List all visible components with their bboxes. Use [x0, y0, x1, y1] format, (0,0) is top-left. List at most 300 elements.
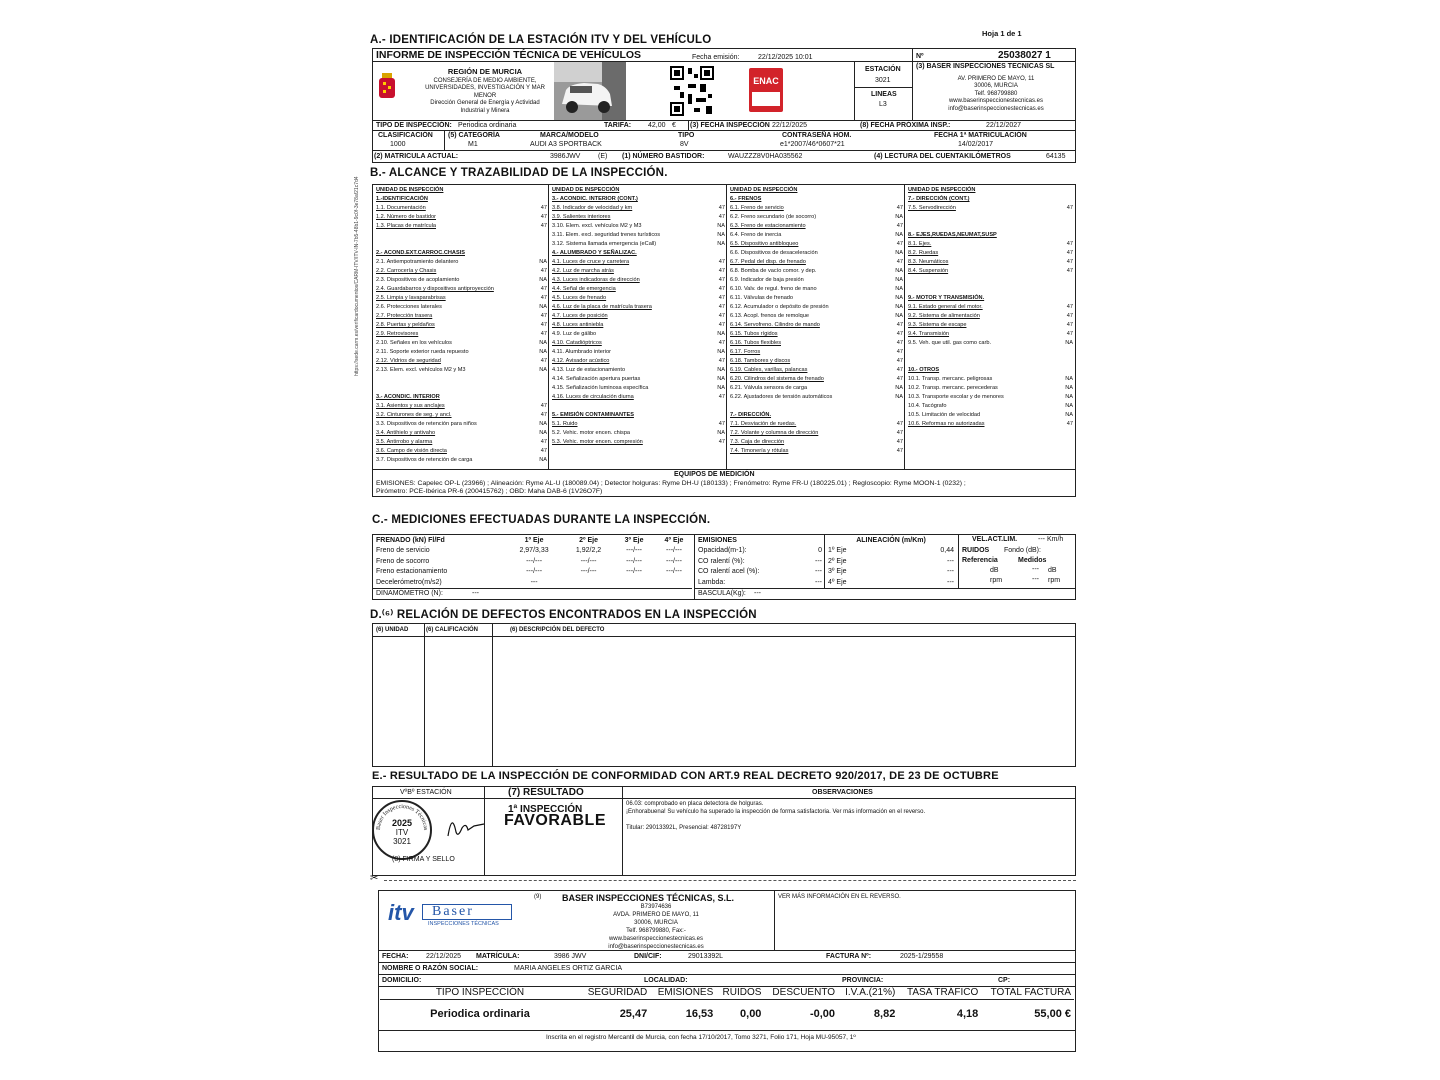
unit-row — [728, 411, 904, 420]
unit-row — [550, 411, 726, 420]
unit-result: 47 — [718, 214, 725, 221]
unit-label — [728, 402, 892, 411]
defect-unidad-header: (6) UNIDAD — [376, 627, 409, 633]
unit-result — [1062, 366, 1074, 375]
unit-row — [728, 420, 904, 429]
unit-row — [550, 420, 726, 429]
unit-label: 4.3. Luces indicadoras de dirección — [552, 277, 640, 284]
unit-result: NA — [539, 421, 547, 428]
unit-row — [728, 393, 904, 402]
unit-label: 4.11. Alumbrado interior — [552, 349, 611, 356]
unit-result: NA — [539, 259, 547, 266]
region-block: REGIÓN DE MURCIA CONSEJERÍA DE MEDIO AMBIENTE, UNIVERSIDADES, INVESTIGACIÓN Y MAR MENOR Dirección General de Energía y Actividad Industrial y Minera — [425, 67, 545, 114]
company-block: (3) BASER INSPECCIONES TECNICAS SL AV. PRIMERO DE MAYO, 11 30006, MURCIA Telf. 968799880 www.baserinspeccionestecnicas.es info@baserinspeccionestecnicas.es — [916, 63, 1055, 112]
unit-result: 47 — [1066, 268, 1073, 275]
unit-row — [550, 303, 726, 312]
unit-label: 7.- DIRECCIÓN. — [730, 412, 772, 419]
unit-label: 6.9. Indicador de baja presión — [730, 277, 804, 284]
unit-result: NA — [717, 331, 725, 338]
unit-result: NA — [895, 295, 903, 302]
unit-row — [906, 402, 1074, 411]
unit-row — [906, 267, 1074, 276]
unit-row — [374, 276, 548, 285]
alineacion-table: ALINEACIÓN (m/Km) 1º Eje 0,44 2º Eje --- 3º Eje --- 4º Eje --- — [828, 536, 954, 586]
unit-label: 3.7. Dispositivos de retención de carga — [376, 457, 473, 464]
unit-result: 47 — [896, 349, 903, 356]
observation-1: 06.03: comprobado en placa detectora de holguras. — [626, 801, 764, 807]
unit-label: 6.1. Freno de servicio — [730, 205, 784, 212]
unit-label: 6.2. Freno secundario (de socorro) — [730, 214, 817, 221]
inv-dni-label: DNI/CIF: — [634, 953, 662, 960]
bascula-label: BASCULA(Kg): — [698, 590, 746, 597]
unit-result — [536, 195, 548, 204]
lineas-value: L3 — [879, 101, 887, 108]
unit-row — [728, 429, 904, 438]
unit-label: 2.3. Dispositivos de acoplamiento — [376, 277, 460, 284]
unit-label: 10.5. Limitación de velocidad — [908, 412, 981, 419]
unit-row — [374, 456, 548, 465]
unit-row — [550, 321, 726, 330]
unit-label: 4.8. Luces antiniebla — [552, 322, 604, 329]
unit-result — [1062, 348, 1074, 357]
unit-header: UNIDAD DE INSPECCIÓN — [908, 187, 976, 194]
tarifa-label: TARIFA: — [604, 122, 632, 129]
svg-text:Baser Inspecciones Técnicas — [376, 804, 428, 831]
unit-label: 6.10. Valv. de regul. freno de mano — [730, 286, 817, 293]
unit-label: 9.- MOTOR Y TRANSMISIÓN. — [908, 295, 985, 302]
unit-label: 4.15. Señalización luminosa específica — [552, 385, 649, 392]
unit-result: 47 — [540, 214, 547, 221]
unit-result: 47 — [540, 295, 547, 302]
unit-label: 3.9. Salientes interiores — [552, 214, 611, 221]
unit-label: 8.1. Ejes. — [908, 241, 932, 248]
unit-row — [550, 375, 726, 384]
unit-label — [906, 348, 1062, 357]
unit-label — [906, 447, 1062, 456]
unit-row — [728, 213, 904, 222]
unit-row — [906, 303, 1074, 312]
station-stamp — [372, 800, 432, 860]
unit-row — [374, 357, 548, 366]
unit-result: 47 — [896, 241, 903, 248]
unit-result: 47 — [718, 259, 725, 266]
unit-label — [906, 285, 1062, 294]
unit-label: 6.12. Acumulador o depósito de presión — [730, 304, 829, 311]
bascula-value: --- — [754, 590, 761, 597]
unit-label: 5.1. Ruido — [552, 421, 578, 428]
unit-result: NA — [895, 214, 903, 221]
unit-result: 47 — [540, 331, 547, 338]
fecha-inspeccion-label: (3) FECHA INSPECCIÓN — [690, 122, 770, 129]
inv-matricula-label: MATRÍCULA: — [476, 953, 520, 960]
unit-row — [550, 366, 726, 375]
unit-label: 6.4. Freno de inercia — [730, 232, 782, 239]
unit-row — [906, 393, 1074, 402]
unit-label: 8.2. Ruedas — [908, 250, 939, 257]
equipos-title: EQUIPOS DE MEDICIÓN — [674, 471, 755, 478]
dinamometro-value: --- — [472, 590, 479, 597]
report-sheet — [368, 0, 1080, 1080]
unit-label: 4.5. Luces de frenado — [552, 295, 607, 302]
contrasena-value: e1*2007/46*0607*21 — [780, 141, 845, 148]
unit-label: 2.13. Elem. excl. vehículos M2 y M3 — [376, 367, 466, 374]
unit-row — [374, 348, 548, 357]
unit-result: 47 — [718, 286, 725, 293]
unit-result: 47 — [1066, 241, 1073, 248]
unit-row — [728, 330, 904, 339]
unit-row — [550, 438, 726, 447]
unit-row — [728, 366, 904, 375]
unit-label — [550, 456, 714, 465]
invoice-company: BASER INSPECCIONES TÉCNICAS, S.L. — [562, 893, 735, 903]
unit-result: 47 — [1066, 304, 1073, 311]
unit-row — [550, 204, 726, 213]
unit-label: 3.10. Elem. excl. vehículos M2 y M3 — [552, 223, 642, 230]
unit-row — [728, 447, 904, 456]
unit-label: 2.2. Carrocería y Chasis — [376, 268, 437, 275]
section-d-box — [372, 623, 1076, 767]
unit-result: NA — [539, 457, 547, 464]
section-e-title: E.- RESULTADO DE LA INSPECCIÓN DE CONFORMIDAD CON ART.9 REAL DECRETO 920/2017, DE 23 DE OCTUBRE — [372, 770, 999, 782]
unit-result: 47 — [540, 358, 547, 365]
unit-label — [906, 438, 1062, 447]
unit-row — [550, 348, 726, 357]
unit-result: NA — [895, 268, 903, 275]
unit-row — [374, 267, 548, 276]
unit-label: 9.5. Veh. que util. gas como carb. — [908, 340, 992, 347]
invoice-footer: Inscrita en el registro Mercantil de Murcia, con fecha 17/10/2017, Tomo 3271, Folio 171, Hoja MU-95057, 1º — [546, 1034, 856, 1041]
unit-label — [906, 222, 1062, 231]
unit-result: NA — [895, 385, 903, 392]
unit-result: NA — [1065, 412, 1073, 419]
matriculacion-value: 14/02/2017 — [958, 141, 994, 148]
unit-row — [374, 285, 548, 294]
unit-result — [892, 402, 904, 411]
section-d-title: D.⁽⁶⁾ RELACIÓN DE DEFECTOS ENCONTRADOS EN LA INSPECCIÓN — [370, 609, 757, 621]
unit-row — [550, 222, 726, 231]
unit-label: 4.13. Luz de estacionamiento — [552, 367, 626, 374]
unit-result: 47 — [540, 223, 547, 230]
unit-row — [728, 276, 904, 285]
unit-result: NA — [1065, 376, 1073, 383]
unit-row — [906, 276, 1074, 285]
unit-row — [374, 402, 548, 411]
unit-row — [374, 393, 548, 402]
med-rpm: rpm — [1048, 577, 1061, 584]
unit-label: 4.4. Señal de emergencia — [552, 286, 616, 293]
unit-row — [906, 231, 1074, 240]
unit-row — [550, 195, 726, 204]
unit-label: 3.11. Elem. excl. seguridad trenes turísticos — [552, 232, 661, 239]
unit-row — [550, 402, 726, 411]
unit-result: 47 — [896, 322, 903, 329]
unit-row — [906, 321, 1074, 330]
unit-label — [550, 447, 714, 456]
unit-result: NA — [539, 367, 547, 374]
inv-factura-value: 2025-1/29558 — [900, 953, 944, 960]
unit-label: 6.- FRENOS — [730, 196, 762, 203]
inv-fecha-label: FECHA: — [382, 953, 409, 960]
unit-result — [536, 249, 548, 258]
unit-result: 47 — [718, 421, 725, 428]
unit-label: 10.2. Transp. mercanc. perecederas — [908, 385, 998, 392]
unit-label: 7.4. Timonería y rótulas — [730, 448, 789, 455]
unit-label: 1.3. Placas de matrícula — [376, 223, 437, 230]
unit-label: 9.4. Transmisión — [908, 331, 950, 338]
matricula-country: (E) — [598, 153, 608, 160]
unit-row — [728, 231, 904, 240]
unit-label: 6.20. Cilindros del sistema de frenado — [730, 376, 824, 383]
unit-result: 47 — [718, 304, 725, 311]
unit-row — [550, 456, 726, 465]
unit-header: UNIDAD DE INSPECCIÓN — [552, 187, 620, 194]
unit-label: 7.5. Servodirección — [908, 205, 956, 212]
categoria-label: (5) CATEGORÍA — [448, 132, 500, 139]
unit-result: 47 — [540, 403, 547, 410]
unit-result — [1062, 438, 1074, 447]
unit-result — [1062, 195, 1074, 204]
unit-label: 7.3. Caja de dirección — [730, 439, 785, 446]
fecha-proxima-value: 22/12/2027 — [986, 122, 1022, 129]
unit-row — [728, 267, 904, 276]
unit-result — [1062, 276, 1074, 285]
unit-row — [550, 339, 726, 348]
stamp-year: 2025 — [391, 818, 413, 828]
invoice-num-label: (9) — [534, 894, 542, 900]
unit-row — [728, 285, 904, 294]
unit-row — [550, 231, 726, 240]
unit-result: 47 — [540, 448, 547, 455]
unit-row — [728, 249, 904, 258]
unit-label: 10.- OTROS — [908, 367, 940, 374]
unit-row — [728, 357, 904, 366]
medidos-label: Medidos — [1018, 557, 1047, 564]
emission-value: 22/12/2025 10:01 — [758, 54, 813, 61]
unit-label: 7.1. Desviación de ruedas. — [730, 421, 797, 428]
unit-row — [906, 312, 1074, 321]
unit-row — [550, 384, 726, 393]
fecha-inspeccion-value: 22/12/2025 — [772, 122, 808, 129]
unit-result: 47 — [718, 439, 725, 446]
unit-label: 3.6. Campo de visión directa — [376, 448, 447, 455]
qr-code-icon — [670, 66, 714, 116]
unit-row — [906, 438, 1074, 447]
unit-row — [550, 294, 726, 303]
unit-row — [374, 384, 548, 393]
unit-label: 1.-IDENTIFICACIÓN — [376, 196, 428, 203]
unit-result — [1062, 357, 1074, 366]
inv-nombre-value: MARIA ANGELES ORTIZ GARCIA — [514, 965, 623, 972]
unit-result: NA — [1065, 340, 1073, 347]
unit-row — [906, 339, 1074, 348]
unit-row — [374, 420, 548, 429]
unit-row — [374, 411, 548, 420]
fecha-proxima-label: (8) FECHA PRÓXIMA INSP.: — [860, 122, 951, 129]
unit-row — [728, 204, 904, 213]
unit-result: 47 — [540, 313, 547, 320]
unit-result: NA — [539, 349, 547, 356]
unit-result: 47 — [540, 205, 547, 212]
unit-result — [714, 195, 726, 204]
unit-label — [906, 276, 1062, 285]
unit-row — [728, 240, 904, 249]
unit-label: 4.9. Luz de gálibo — [552, 331, 597, 338]
frenado-table: FRENADO (kN) Fl/Fd 1º Eje 2º Eje 3º Eje 4º Eje Freno de servicio 2,97/3,33 1,92/2,2 ---/--- ---/--- Freno de socorro ---/--- ---/--- ---/--- ---/--- Freno estacionamiento ---/--- ---/--- ---/--- ---/--- Decelerómetro(m/s2) --- — [376, 536, 684, 586]
unit-result: 47 — [896, 331, 903, 338]
unit-row — [550, 276, 726, 285]
unit-row — [374, 249, 548, 258]
unit-row — [906, 222, 1074, 231]
unit-label: 2.1. Antiempotramiento delantero — [376, 259, 459, 266]
unit-row — [550, 447, 726, 456]
unit-label — [374, 375, 536, 384]
inspection-units-col1 — [374, 186, 548, 465]
unit-result: 47 — [896, 223, 903, 230]
unit-result: 47 — [896, 430, 903, 437]
unit-label: 2.10. Señales en los vehículos — [376, 340, 452, 347]
unit-row — [374, 213, 548, 222]
unit-result — [1062, 231, 1074, 240]
bastidor-label: (1) NÚMERO BASTIDOR: — [622, 153, 705, 160]
unit-row — [906, 447, 1074, 456]
unit-row — [728, 321, 904, 330]
unit-label: 6.5. Dispositivo antibloqueo — [730, 241, 799, 248]
unit-row — [906, 348, 1074, 357]
unit-result: NA — [895, 304, 903, 311]
unit-label: 6.19. Cables, varillas, palancas — [730, 367, 808, 374]
unit-result: 47 — [1066, 322, 1073, 329]
tipo-value: Periodica ordinaria — [458, 122, 517, 129]
unit-label: 5.2. Vehic. motor encen. chispa — [552, 430, 631, 437]
unit-result: 47 — [1066, 259, 1073, 266]
inv-nombre-label: NOMBRE O RAZÓN SOCIAL: — [382, 965, 479, 972]
unit-row — [728, 402, 904, 411]
unit-row — [374, 330, 548, 339]
matricula-value: 3986JWV — [550, 153, 581, 160]
med-db: dB — [1048, 567, 1057, 574]
unit-result: 47 — [718, 394, 725, 401]
tipo-vehiculo-label: TIPO — [678, 132, 695, 139]
unit-label: 6.6. Dispositivos de desaceleración — [730, 250, 818, 257]
unit-row — [906, 213, 1074, 222]
unit-result: 47 — [718, 313, 725, 320]
unit-row — [374, 366, 548, 375]
section-a-title: A.- IDENTIFICACIÓN DE LA ESTACIÓN ITV Y DEL VEHÍCULO — [370, 34, 712, 46]
unit-row — [550, 393, 726, 402]
unit-label: 3.4. Antihielo y antivaho — [376, 430, 436, 437]
report-title: INFORME DE INSPECCIÓN TÉCNICA DE VEHÍCULOS — [376, 49, 642, 61]
unit-row — [728, 222, 904, 231]
unit-label: 4.14. Señalización apertura puertas — [552, 376, 641, 383]
unit-row — [374, 429, 548, 438]
fondo-label: Fondo (dB): — [1004, 547, 1041, 554]
unit-row — [728, 312, 904, 321]
tipo-vehiculo-value: 8V — [680, 141, 689, 148]
unit-result: NA — [717, 349, 725, 356]
marca-value: AUDI A3 SPORTBACK — [530, 141, 602, 148]
unit-row — [550, 249, 726, 258]
unit-label — [550, 402, 714, 411]
unit-result: 47 — [718, 340, 725, 347]
unit-label: 8.4. Suspensión — [908, 268, 949, 275]
unit-label — [906, 357, 1062, 366]
inspection-units-col2 — [550, 186, 726, 465]
unit-row — [906, 420, 1074, 429]
unit-label: 3.5. Antirrobo y alarma — [376, 439, 433, 446]
resultado-line-2: FAVORABLE — [504, 812, 606, 829]
unit-row — [550, 267, 726, 276]
inv-localidad-label: LOCALIDAD: — [644, 977, 688, 984]
unit-row — [906, 429, 1074, 438]
unit-label: 2.7. Protección trasera — [376, 313, 433, 320]
unit-row — [374, 294, 548, 303]
n-label: Nº — [916, 53, 924, 60]
tipo-label: TIPO DE INSPECCIÓN: — [376, 122, 452, 129]
unit-label: 10.4. Tacógrafo — [908, 403, 947, 410]
unit-label — [906, 456, 1062, 465]
inv-domicilio-label: DOMICILIO: — [382, 977, 422, 984]
unit-row — [374, 312, 548, 321]
unit-result: 47 — [540, 322, 547, 329]
unit-label: 3.- ACONDIC. INTERIOR (CONT.) — [552, 196, 638, 203]
unit-label: 6.7. Pedal del disp. de frenado — [730, 259, 806, 266]
unit-row — [374, 240, 548, 249]
inv-dni-value: 29013392L — [688, 953, 724, 960]
unit-result — [1062, 294, 1074, 303]
section-c-title: C.- MEDICIONES EFECTUADAS DURANTE LA INSPECCIÓN. — [372, 514, 711, 526]
unit-row — [728, 456, 904, 465]
unit-result — [536, 240, 548, 249]
unit-label: 7.- DIRECCIÓN (CONT.) — [908, 196, 970, 203]
unit-result: 47 — [718, 277, 725, 284]
unit-label: 2.4. Guardabarros y dispositivos antiproyección — [376, 286, 494, 293]
unit-result: 47 — [896, 358, 903, 365]
unit-label: 1.2. Número de bastidor — [376, 214, 437, 221]
unit-label: 4.10. Catadióptricos — [552, 340, 602, 347]
unit-label: 9.1. Estado general del motor. — [908, 304, 983, 311]
defect-descripcion-header: (6) DESCRIPCIÓN DEL DEFECTO — [510, 627, 605, 633]
firma-label: (8) FIRMA Y SELLO — [392, 856, 455, 863]
unit-row — [906, 330, 1074, 339]
unit-row — [906, 285, 1074, 294]
unit-result: NA — [717, 232, 725, 239]
unit-label: 2.5. Limpia y lavaparabrisas — [376, 295, 446, 302]
unit-label: 4.7. Luces de posición — [552, 313, 608, 320]
unit-result — [1062, 285, 1074, 294]
unit-result: 47 — [1066, 313, 1073, 320]
estacion-value: 3021 — [875, 77, 891, 84]
unit-result: NA — [1065, 385, 1073, 392]
unit-result: 47 — [1066, 421, 1073, 428]
unit-row — [550, 285, 726, 294]
dinamometro-label: DINAMÓMETRO (N): — [376, 590, 443, 597]
vb-estacion-label: VºBº ESTACIÓN — [400, 789, 452, 796]
unit-label: 2.- ACOND.EXT.CARROC.CHASIS — [376, 250, 465, 257]
resultado-label: (7) RESULTADO — [508, 787, 584, 798]
unit-result: NA — [1065, 403, 1073, 410]
unit-result: NA — [539, 304, 547, 311]
unit-row — [728, 438, 904, 447]
unit-label: 6.11. Válvulas de frenado — [730, 295, 794, 302]
unit-result — [714, 411, 726, 420]
vel-label: VEL.ACT.LIM. — [972, 536, 1018, 543]
vel-value: --- Km/h — [1038, 536, 1064, 543]
unit-row — [374, 321, 548, 330]
unit-row — [728, 303, 904, 312]
unit-row — [374, 204, 548, 213]
inv-factura-label: FACTURA Nº: — [826, 953, 872, 960]
unit-label: 10.1. Transp. mercanc. peligrosas — [908, 376, 993, 383]
